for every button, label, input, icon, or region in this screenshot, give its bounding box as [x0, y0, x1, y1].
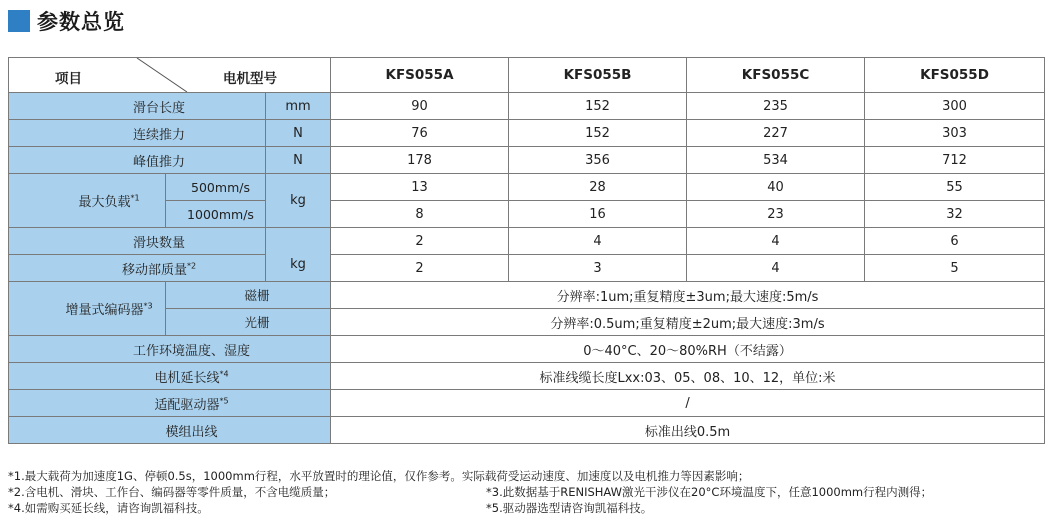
footnote-4: *4.如需购买延长线，请咨询凯福科技。: [8, 501, 209, 515]
table-row: [9, 363, 1045, 390]
model-header: KFS055A: [331, 58, 509, 93]
spec-table: [8, 57, 1045, 444]
table-cell: 6: [865, 228, 1045, 255]
table-cell: 235: [687, 93, 865, 120]
table-cell: 23: [687, 201, 865, 228]
table-cell: 28: [509, 174, 687, 201]
table-row: [9, 390, 1045, 417]
table-header-row: [9, 58, 1045, 93]
page-title: 参数总览: [37, 10, 125, 34]
table-row: [9, 282, 1045, 309]
footnote-row: [8, 484, 1048, 500]
table-row: [9, 417, 1045, 444]
table-cell: 152: [509, 120, 687, 147]
footnote-row: [8, 500, 1048, 516]
header-corner-cell: [9, 58, 331, 93]
table-cell: 40: [687, 174, 865, 201]
table-cell: 76: [331, 120, 509, 147]
row-label-max-load: 最大负载$^{*1}$: [9, 174, 166, 228]
row-label-encoder: 增量式编码器$^{*3}$: [9, 282, 166, 336]
table-cell: 303: [865, 120, 1045, 147]
footnote-2: *2.含电机、滑块、工作台、编码器等零件质量，不含电缆质量；: [8, 485, 336, 499]
row-unit: mm: [266, 93, 331, 120]
table-cell: 分辨率:1um;重复精度±3um;最大速度:5m/s: [331, 282, 1045, 309]
table-cell: 4: [687, 228, 865, 255]
table-row: [9, 93, 1045, 120]
footnote-1: *1.最大载荷为加速度1G、停顿0.5s，1000mm行程，水平放置时的理论值，仅作参考。实际载荷受运动速度、加速度以及电机推力等因素影响；: [8, 469, 750, 483]
model-header: KFS055D: [865, 58, 1045, 93]
row-label-ext-cable: 电机延长线$^{*4}$: [9, 363, 331, 390]
table-cell: 5: [865, 255, 1045, 282]
table-cell: 2: [331, 255, 509, 282]
table-cell: 分辨率:0.5um;重复精度±2um;最大速度:3m/s: [331, 309, 1045, 336]
footnote-3: *3.此数据基于RENISHAW激光干涉仪在20°C环境温度下，任意1000mm行程内测得；: [486, 485, 933, 499]
row-label-driver: 适配驱动器$^{*5}$: [9, 390, 331, 417]
title-square-icon: [8, 10, 30, 32]
row-unit: N: [266, 147, 331, 174]
table-row: [9, 120, 1045, 147]
table-cell: 4: [509, 228, 687, 255]
table-cell: 标准出线0.5m: [331, 417, 1045, 444]
model-header: KFS055B: [509, 58, 687, 93]
row-unit: N: [266, 120, 331, 147]
row-unit: kg: [266, 174, 331, 228]
row-label: 峰值推力: [9, 147, 266, 174]
table-cell: 3: [509, 255, 687, 282]
table-cell: 356: [509, 147, 687, 174]
row-label: 滑台长度: [9, 93, 266, 120]
table-row: [9, 255, 1045, 282]
table-cell: 178: [331, 147, 509, 174]
header-item: 项目: [55, 71, 82, 87]
table-cell: 8: [331, 201, 509, 228]
table-cell: 534: [687, 147, 865, 174]
footnotes: [8, 468, 1048, 516]
table-cell: 4: [687, 255, 865, 282]
row-label-moving-mass: 移动部质量$^{*2}$: [9, 255, 266, 282]
table-cell: 300: [865, 93, 1045, 120]
table-cell: 0～40°C、20～80%RH（不结露）: [331, 336, 1045, 363]
header-motor-model: 电机型号: [223, 71, 277, 87]
table-cell: 16: [509, 201, 687, 228]
row-label: 连续推力: [9, 120, 266, 147]
table-row: [9, 336, 1045, 363]
table-cell: 90: [331, 93, 509, 120]
table-row: [9, 174, 1045, 201]
row-unit: kg: [266, 228, 331, 282]
table-cell: 标准线缆长度Lxx:03、05、08、10、12，单位:米: [331, 363, 1045, 390]
table-cell: 712: [865, 147, 1045, 174]
row-label: 模组出线: [9, 417, 331, 444]
table-cell: 227: [687, 120, 865, 147]
row-label: 工作环境温度、湿度: [9, 336, 331, 363]
table-cell: 13: [331, 174, 509, 201]
table-row: [9, 147, 1045, 174]
table-row: [9, 228, 1045, 255]
sub-label: 500mm/s: [166, 174, 266, 201]
footnote-row: [8, 468, 1048, 484]
sub-label: 光栅: [166, 309, 331, 336]
footnote-5: *5.驱动器选型请咨询凯福科技。: [486, 501, 653, 515]
sub-label: 1000mm/s: [166, 201, 266, 228]
table-cell: /: [331, 390, 1045, 417]
row-label: 滑块数量: [9, 228, 266, 255]
model-header: KFS055C: [687, 58, 865, 93]
table-cell: 152: [509, 93, 687, 120]
table-cell: 2: [331, 228, 509, 255]
table-cell: 32: [865, 201, 1045, 228]
sub-label: 磁栅: [166, 282, 331, 309]
section-title: [8, 6, 125, 36]
table-cell: 55: [865, 174, 1045, 201]
